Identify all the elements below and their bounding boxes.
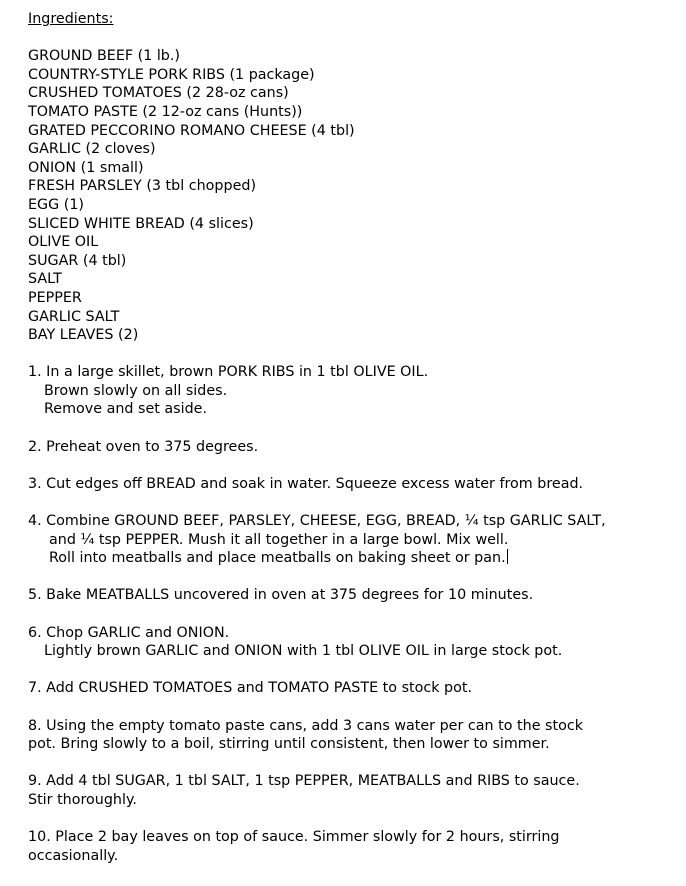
- step-7: [28, 679, 678, 698]
- ingredients-list: [28, 47, 678, 345]
- step-line: 4. Combine GROUND BEEF, PARSLEY, CHEESE, EGG, BREAD, ¼ tsp GARLIC SALT,: [28, 513, 606, 530]
- ingredient-item: GARLIC (2 cloves): [28, 141, 156, 158]
- ingredient-item: GARLIC SALT: [28, 308, 120, 325]
- ingredient-item: SUGAR (4 tbl): [28, 252, 127, 269]
- step-6: [28, 624, 678, 661]
- step-line: 8. Using the empty tomato paste cans, add 3 cans water per can to the stock: [28, 717, 583, 734]
- step-line: Brown slowly on all sides.: [44, 382, 228, 399]
- ingredient-item: TOMATO PASTE (2 12-oz cans (Hunts)): [28, 103, 303, 120]
- step-line: 5. Bake MEATBALLS uncovered in oven at 375 degrees for 10 minutes.: [28, 587, 534, 604]
- step-line: 7. Add CRUSHED TOMATOES and TOMATO PASTE to stock pot.: [28, 680, 473, 697]
- step-line: 6. Chop GARLIC and ONION.: [28, 624, 230, 641]
- ingredients-heading: Ingredients:: [28, 11, 114, 27]
- step-line: 3. Cut edges off BREAD and soak in water. Squeeze excess water from bread.: [28, 475, 584, 492]
- ingredient-item: EGG (1): [28, 196, 84, 213]
- step-1: [28, 363, 678, 419]
- step-line: 1. In a large skillet, brown PORK RIBS in 1 tbl OLIVE OIL.: [28, 364, 429, 381]
- ingredient-item: SALT: [28, 271, 62, 288]
- step-line: 2. Preheat oven to 375 degrees.: [28, 438, 259, 455]
- step-2: [28, 438, 678, 457]
- ingredient-item: FRESH PARSLEY (3 tbl chopped): [28, 178, 257, 195]
- ingredient-item: BAY LEAVES (2): [28, 327, 139, 344]
- ingredient-item: GROUND BEEF (1 lb.): [28, 48, 181, 65]
- ingredient-item: SLICED WHITE BREAD (4 slices): [28, 215, 254, 232]
- step-line: Stir thoroughly.: [28, 791, 137, 808]
- step-3: [28, 475, 678, 494]
- step-line: 10. Place 2 bay leaves on top of sauce. Simmer slowly for 2 hours, stirring: [28, 829, 560, 846]
- step-line: occasionally.: [28, 847, 119, 864]
- step-9: [28, 772, 678, 809]
- ingredient-item: PEPPER: [28, 289, 82, 306]
- ingredient-item: CRUSHED TOMATOES (2 28-oz cans): [28, 85, 289, 102]
- step-4: [28, 512, 678, 568]
- ingredient-item: COUNTRY-STYLE PORK RIBS (1 package): [28, 66, 315, 83]
- recipe-document[interactable]: [28, 10, 678, 865]
- step-line-with-cursor: [28, 549, 678, 568]
- ingredient-item: GRATED PECCORINO ROMANO CHEESE (4 tbl): [28, 122, 355, 139]
- step-line: pot. Bring slowly to a boil, stirring until consistent, then lower to simmer.: [28, 736, 550, 753]
- step-8: [28, 717, 678, 754]
- ingredient-item: ONION (1 small): [28, 159, 144, 176]
- step-5: [28, 586, 678, 605]
- ingredient-item: OLIVE OIL: [28, 234, 99, 251]
- step-line: and ¼ tsp PEPPER. Mush it all together in a large bowl. Mix well.: [49, 531, 509, 548]
- text-cursor: [507, 549, 508, 564]
- step-line: 9. Add 4 tbl SUGAR, 1 tbl SALT, 1 tsp PEPPER, MEATBALLS and RIBS to sauce.: [28, 773, 580, 790]
- step-line: Roll into meatballs and place meatballs on baking sheet or pan.: [49, 550, 506, 567]
- step-line: Lightly brown GARLIC and ONION with 1 tbl OLIVE OIL in large stock pot.: [44, 643, 563, 660]
- step-line: Remove and set aside.: [44, 401, 207, 418]
- step-10: [28, 828, 678, 865]
